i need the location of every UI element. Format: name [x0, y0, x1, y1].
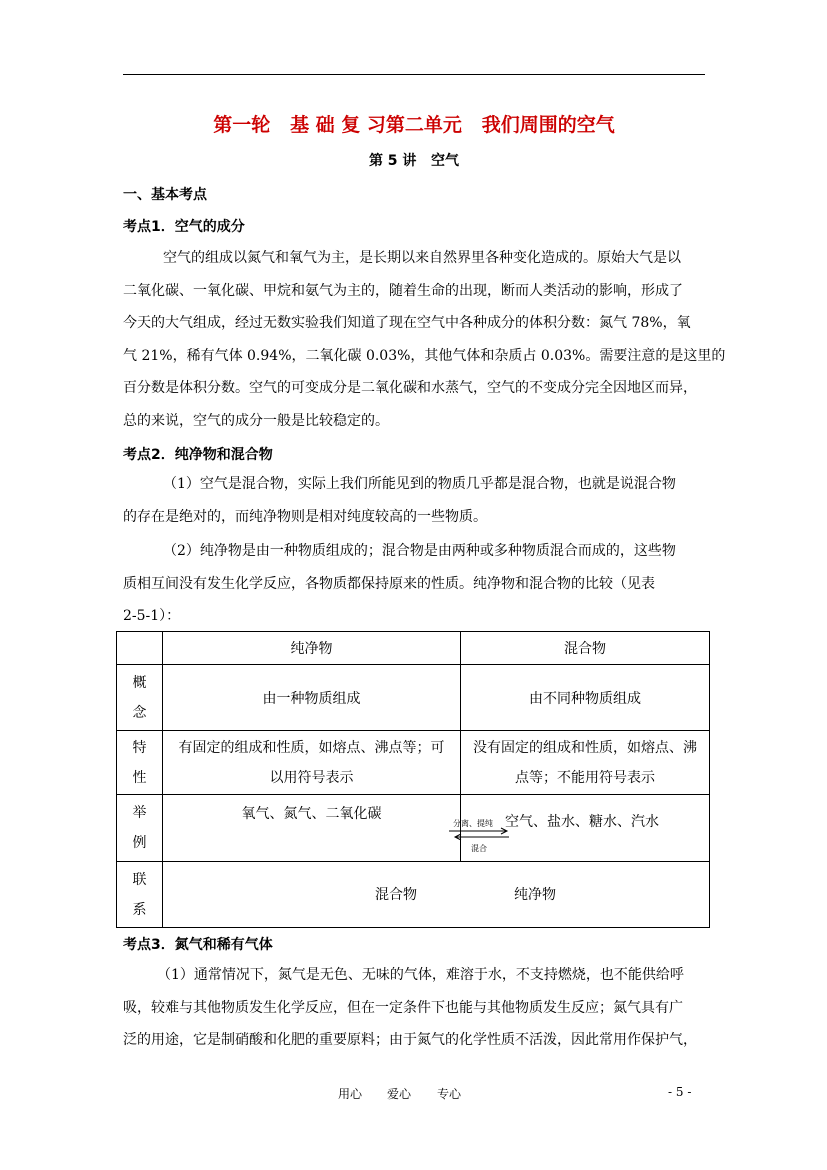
row-label-char: 特 [132, 739, 147, 756]
table-row [117, 665, 710, 731]
text-line: （2）纯净物是由一种物质组成的；混合物是由两种或多种物质混合而成的，这些物 [163, 543, 676, 559]
relation-left: 混合物 [375, 887, 417, 903]
kp1-heading: 考点1．空气的成分 [123, 219, 245, 235]
table-row [117, 731, 710, 795]
row-label [117, 731, 163, 795]
header-rule [123, 74, 705, 75]
table-cell: 由一种物质组成 [163, 665, 461, 731]
text-line: 泛的用途，它是制硝酸和化肥的重要原料；由于氮气的化学性质不活泼，因此常用作保护气， [123, 1032, 697, 1048]
footer-item: 爱心 [387, 1087, 412, 1101]
row-label [117, 795, 163, 862]
row-label [117, 862, 163, 928]
row-label-char: 举 [132, 805, 147, 821]
text-line: 2-5-1）： [123, 608, 181, 624]
text-line: 质相互间没有发生化学反应，各物质都保持原来的性质。纯净物和混合物的比较（见表 [123, 575, 655, 592]
table-cell [163, 795, 461, 862]
footer-item: 用心 [338, 1087, 363, 1101]
text-line: 气 21%，稀有气体 0.94%，二氧化碳 0.03%，其他气体和杂质占 0.03%。需要注意的是这里的 [123, 347, 726, 364]
kp1-paragraph [123, 242, 726, 437]
cell-line: 没有固定的组成和性质，如熔点、沸 [473, 739, 697, 756]
page-number: - 5 - [668, 1085, 692, 1099]
text-line: 二氧化碳、一氧化碳、甲烷和氨气为主的，随着生命的出现，断而人类活动的影响，形成了 [123, 282, 683, 299]
relation-right: 纯净物 [514, 887, 556, 903]
table-header-pure: 纯净物 [163, 632, 461, 665]
table-cell [163, 731, 461, 795]
arrow-label-top: 分离、提纯 [453, 819, 493, 828]
kp2-paragraph-1 [123, 468, 705, 533]
page-title: 第一轮 基 础 复 习第二单元 我们周围的空气 [213, 114, 615, 136]
table-header-row [117, 632, 710, 665]
table-row [117, 862, 710, 928]
cell-text: 空气、盐水、糖水、汽水 [505, 814, 659, 830]
text-line: 的存在是绝对的，而纯净物则是相对纯度较高的一些物质。 [123, 508, 487, 525]
row-label-char: 概 [132, 674, 147, 691]
kp3-paragraph [123, 959, 705, 1057]
kp2-heading: 考点2．纯净物和混合物 [123, 447, 273, 463]
row-label [117, 665, 163, 731]
row-label-char: 例 [132, 835, 147, 851]
cell-line: 以用符号表示 [269, 769, 354, 786]
table-corner-cell [117, 632, 163, 665]
cell-text: 氧气、氮气、二氧化碳 [241, 806, 382, 822]
table-row [117, 795, 710, 862]
example-with-arrow [453, 795, 709, 861]
kp2-paragraph-2 [123, 535, 705, 633]
comparison-table [116, 631, 710, 928]
table-cell [453, 795, 710, 862]
arrow-label-bottom: 混合 [471, 844, 487, 853]
text-line: 今天的大气组成，经过无数实验我们知道了现在空气中各种成分的体积分数：氮气 78%，氧 [123, 315, 691, 331]
table-cell: 由不同种物质组成 [461, 665, 710, 731]
table-cell [461, 731, 710, 795]
cell-line: 点等；不能用符号表示 [515, 769, 655, 786]
table-cell-merged [163, 862, 710, 928]
text-line: 吸，较难与其他物质发生化学反应，但在一定条件下也能与其他物质发生反应；氮气具有广 [123, 999, 683, 1016]
table-header-mixture: 混合物 [461, 632, 710, 665]
kp3-heading: 考点3．氮气和稀有气体 [123, 937, 273, 953]
row-label-char: 性 [132, 769, 147, 786]
row-label-char: 念 [132, 704, 147, 721]
text-line: （1）空气是混合物，实际上我们所能见到的物质几乎都是混合物，也就是说混合物 [163, 476, 676, 492]
text-line: 空气的组成以氮气和氧气为主，是长期以来自然界里各种变化造成的。原始大气是以 [163, 250, 681, 266]
text-line: （1）通常情况下，氮气是无色、无味的气体，难溶于水，不支持燃烧，也不能供给呼 [157, 967, 684, 983]
row-label-char: 联 [132, 871, 147, 888]
text-line: 总的来说，空气的成分一般是比较稳定的。 [123, 412, 389, 429]
cell-line: 有固定的组成和性质，如熔点、沸点等；可 [178, 739, 445, 756]
footer-item: 专心 [437, 1087, 462, 1101]
lesson-subtitle: 第 5 讲 空气 [368, 153, 460, 169]
section-heading: 一、基本考点 [123, 187, 207, 203]
text-line: 百分数是体积分数。空气的可变成分是二氧化碳和水蒸气，空气的不变成分完全因地区而异， [123, 380, 697, 396]
row-label-char: 系 [132, 901, 147, 918]
